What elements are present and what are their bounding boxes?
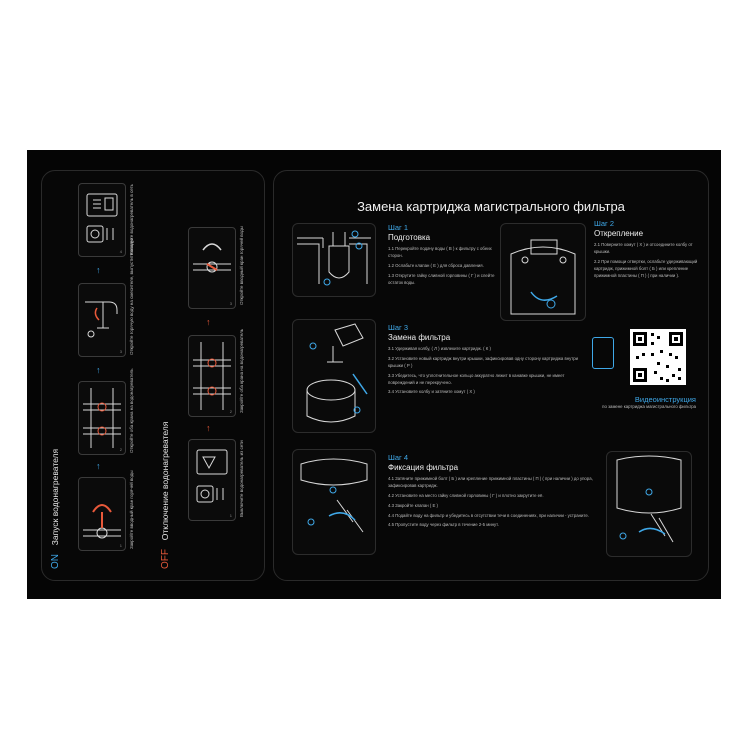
arrow-up-icon: ↑ bbox=[96, 461, 101, 471]
on-step-1-text: Закройте вводный кран горячей воды bbox=[129, 470, 134, 549]
page-title: Замена картриджа магистрального фильтра bbox=[357, 199, 625, 214]
step3-title: Замена фильтра bbox=[388, 333, 451, 342]
pipes-icon bbox=[79, 382, 125, 454]
step1-line: 1.3 Открутите гайку сливной горловины ( Г ) и слейте остаток воды. bbox=[388, 272, 495, 285]
valve-icon bbox=[189, 228, 235, 308]
off-heading bbox=[160, 422, 171, 569]
step1-text bbox=[388, 223, 498, 286]
step3-line: 3.2 Установите новый картридж внутри крышки, зафиксировав одну сторону картриджа внутри крышки ( Р ) bbox=[388, 355, 579, 368]
filter-bowl-icon bbox=[607, 452, 691, 556]
step4-line: 4.2 Установите на место гайку сливной горловины ( Г ) и плотно закрутите её. bbox=[388, 492, 544, 498]
step-number: 4 bbox=[119, 249, 122, 254]
off-step-2 bbox=[188, 335, 236, 417]
step2-illustration bbox=[500, 223, 586, 321]
step1-illustration bbox=[292, 223, 376, 297]
step3-line: 3.1 Удерживая колбу, ( Л ) извлеките картридж. ( К ) bbox=[388, 346, 491, 351]
water-heater-panel bbox=[41, 170, 265, 581]
step-number: 3 bbox=[229, 301, 232, 306]
off-step-3 bbox=[188, 227, 236, 309]
filter-replacement-panel bbox=[273, 170, 709, 581]
instruction-sheet bbox=[27, 150, 721, 599]
pipes-icon bbox=[189, 336, 235, 416]
qr-pattern-icon bbox=[630, 329, 686, 385]
arrow-up-icon: ↑ bbox=[96, 365, 101, 375]
on-title: Запуск водонагревателя bbox=[50, 448, 60, 546]
video-subtitle: по замене картриджа магистрального фильтра bbox=[602, 404, 696, 409]
arrow-up-icon: ↑ bbox=[206, 423, 211, 433]
step3-line: 3.3 Убедитесь, что уплотнительное кольцо аккуратно лежит в канавке крышки, не имеет повреждений и не перекручено. bbox=[388, 372, 565, 385]
step4-illustration bbox=[292, 449, 376, 555]
on-step-4-text: Включите водонагреватель в сеть bbox=[129, 183, 134, 255]
on-step-2 bbox=[78, 381, 126, 455]
step3-illustration bbox=[292, 319, 376, 433]
on-step-2-text: Откройте оба крана на водонагреватель bbox=[129, 368, 134, 453]
power-outlet-icon bbox=[79, 184, 125, 256]
off-title: Отключение водонагревателя bbox=[160, 421, 170, 541]
step2-title: Открепление bbox=[594, 229, 644, 238]
step4-text bbox=[388, 453, 598, 529]
step4-line: 4.5 Пропустите воду через фильтр в течение 2-5 минут. bbox=[388, 522, 499, 528]
step-number: 2 bbox=[229, 409, 232, 414]
step1-title: Подготовка bbox=[388, 233, 431, 242]
step-number: 3 bbox=[119, 349, 122, 354]
filter-housing-icon bbox=[501, 224, 585, 320]
step4-title: Фиксация фильтра bbox=[388, 463, 459, 472]
power-outlet-icon bbox=[189, 440, 235, 520]
phone-icon bbox=[592, 337, 614, 369]
step1-line: 1.1 Перекройте подачу воды ( В ) к фильтру с обеих сторон. bbox=[388, 246, 492, 258]
step2-text bbox=[594, 219, 698, 279]
on-step-3 bbox=[78, 283, 126, 357]
video-title: Видеоинструкция bbox=[634, 395, 696, 404]
step4-number: Шаг 4 bbox=[388, 453, 409, 462]
step2-line: 2.2 При помощи отвертки, ослабьте удерживающий картридж, прижимной болт ( Б ) или крепление прижимной пластины ( П ) ( при наличии ). bbox=[594, 258, 698, 278]
cartridge-icon bbox=[293, 320, 375, 432]
step1-line: 1.2 Ослабьте клапан ( Е ) для сброса давления. bbox=[388, 262, 484, 268]
on-label: ON bbox=[50, 554, 61, 569]
arrow-up-icon: ↑ bbox=[96, 265, 101, 275]
step2-line: 2.1 Поверните хомут ( Х ) и отсоедините колбу от крышки. bbox=[594, 242, 693, 254]
off-step-1-text: Выключите водонагреватель из сети bbox=[239, 440, 244, 517]
step-number: 2 bbox=[119, 447, 122, 452]
step1-number: Шаг 1 bbox=[388, 223, 409, 232]
step2-number: Шаг 2 bbox=[594, 219, 615, 228]
off-label: OFF bbox=[160, 549, 171, 569]
on-step-1 bbox=[78, 477, 126, 551]
screwdriver-icon bbox=[293, 450, 375, 554]
step-number: 1 bbox=[229, 513, 232, 518]
on-step-4 bbox=[78, 183, 126, 257]
step4-line: 4.3 Закройте клапан ( Е ) bbox=[388, 502, 438, 508]
arrow-up-icon: ↑ bbox=[206, 317, 211, 327]
step4-right-illustration bbox=[606, 451, 692, 557]
on-step-3-text: Откройте горячую воду на смесителе, выпустите воздух bbox=[129, 237, 134, 355]
video-instruction bbox=[592, 395, 696, 410]
step4-line: 4.4 Подайте воду на фильтр и убедитесь в отсутствии течи в соединениях, при наличии - устраните. bbox=[388, 512, 589, 518]
step4-line: 4.1 Затяните прижимной болт ( Б ) или крепление прижимной пластины ( П ) ( при наличии ) до упора, зафиксировав картридж. bbox=[388, 476, 593, 488]
off-step-3-text: Откройте вводный кран горячей воды bbox=[239, 226, 244, 305]
step3-number: Шаг 3 bbox=[388, 323, 409, 332]
filter-pipes-icon bbox=[293, 224, 375, 296]
step3-text bbox=[388, 323, 588, 396]
faucet-icon bbox=[79, 284, 125, 356]
step3-line: 3.4 Установите колбу и затяните хомут ( Х ) bbox=[388, 389, 475, 395]
valve-icon bbox=[79, 478, 125, 550]
qr-code[interactable] bbox=[630, 329, 686, 385]
on-heading bbox=[50, 449, 61, 569]
step-number: 1 bbox=[119, 543, 122, 548]
off-step-2-text: Закройте оба крана на водонагреватель bbox=[239, 328, 244, 413]
off-step-1 bbox=[188, 439, 236, 521]
